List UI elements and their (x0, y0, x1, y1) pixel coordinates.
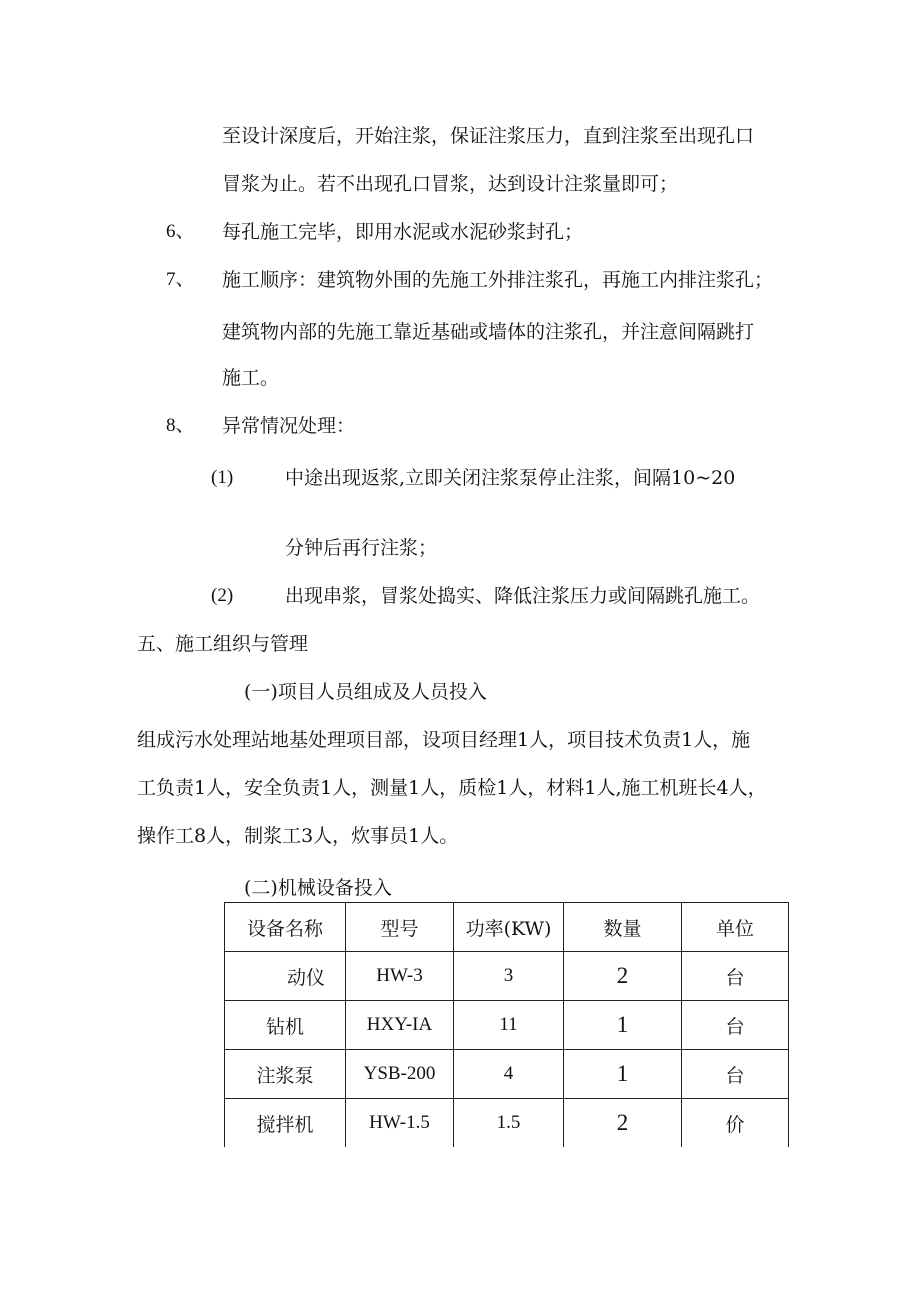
equipment-table (224, 902, 789, 1147)
sub-item-number: (1) (211, 467, 234, 488)
sub-item-number: (2) (211, 585, 234, 606)
unit-cell: 台 (682, 952, 789, 1001)
sub-item-text: 出现串浆，冒浆处捣实、降低注浆压力或间隔跳孔施工。 (285, 585, 761, 607)
item-text: 施工顺序：建筑物外围的先施工外排注浆孔，再施工内排注浆孔； (222, 269, 774, 291)
table-row (225, 1099, 789, 1148)
item-text: 施工。 (222, 367, 280, 389)
power-cell: 4 (454, 1050, 564, 1099)
table-row (225, 1050, 789, 1099)
model-cell: HW-3 (346, 952, 454, 1001)
quantity-cell: 1 (564, 1001, 682, 1050)
item-number: 8、 (166, 415, 195, 436)
item-text: 每孔施工完毕，即用水泥或水泥砂浆封孔； (222, 221, 584, 243)
model-cell: YSB-200 (346, 1050, 454, 1099)
unit-cell: 台 (682, 1050, 789, 1099)
equipment-name-cell: 动仪 (225, 952, 346, 1001)
item-text: 建筑物内部的先施工靠近基础或墙体的注浆孔，并注意间隔跳打 (222, 321, 755, 343)
table-header-row (225, 903, 789, 952)
body-text: 操作工8人，制浆工3人，炊事员1人。 (137, 825, 459, 847)
item-number: 7、 (166, 269, 195, 290)
body-text: 组成污水处理站地基处理项目部，设项目经理1人，项目技术负责1人，施 (137, 729, 751, 751)
column-header: 功率(KW) (454, 903, 564, 952)
equipment-name-cell: 钻机 (225, 1001, 346, 1050)
subsection-heading: (二)机械设备投入 (244, 877, 392, 899)
section-heading: 五、施工组织与管理 (137, 633, 309, 655)
paragraph-line: 至设计深度后，开始注浆，保证注浆压力，直到注浆至出现孔口 (222, 125, 755, 147)
sub-item-text: 分钟后再行注浆； (285, 537, 438, 559)
equipment-name-cell: 注浆泵 (225, 1050, 346, 1099)
power-cell: 3 (454, 952, 564, 1001)
body-text: 工负责1人，安全负责1人，测量1人，质检1人，材料1人,施工机班长4人， (137, 777, 767, 799)
quantity-cell: 1 (564, 1050, 682, 1099)
power-cell: 11 (454, 1001, 564, 1050)
column-header: 设备名称 (225, 903, 346, 952)
table-row (225, 1001, 789, 1050)
column-header: 型号 (346, 903, 454, 952)
power-cell: 1.5 (454, 1099, 564, 1148)
unit-cell: 台 (682, 1001, 789, 1050)
quantity-cell: 2 (564, 952, 682, 1001)
subsection-heading: (一)项目人员组成及人员投入 (244, 681, 487, 703)
paragraph-line: 冒浆为止。若不出现孔口冒浆，达到设计注浆量即可； (222, 173, 679, 195)
table-row (225, 952, 789, 1001)
column-header: 单位 (682, 903, 789, 952)
model-cell: HW-1.5 (346, 1099, 454, 1148)
quantity-cell: 2 (564, 1099, 682, 1148)
column-header: 数量 (564, 903, 682, 952)
equipment-name-cell: 搅拌机 (225, 1099, 346, 1148)
unit-cell: 价 (682, 1099, 789, 1148)
sub-item-text: 中途出现返浆,立即关闭注浆泵停止注浆，间隔10~20 (285, 467, 736, 489)
model-cell: HXY-IA (346, 1001, 454, 1050)
item-text: 异常情况处理： (222, 415, 356, 437)
item-number: 6、 (166, 221, 195, 242)
